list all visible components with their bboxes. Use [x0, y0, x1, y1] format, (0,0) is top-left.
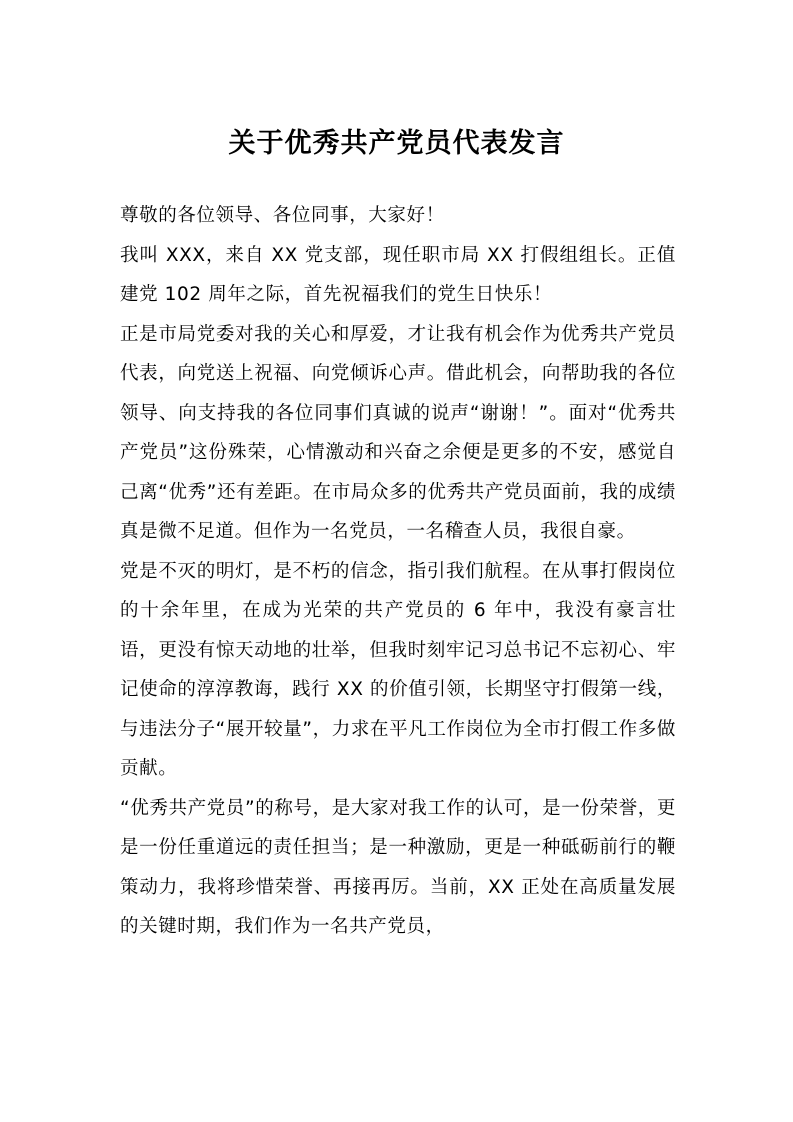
- paragraph-greeting: 尊敬的各位领导、各位同事，大家好！: [120, 205, 445, 226]
- paragraph-introduction: 我叫 XXX，来自 XX 党支部，现任职市局 XX 打假组组长。正值建党 102 周年之际，首先祝福我们的党生日快乐！: [120, 244, 676, 305]
- document-title: 关于优秀共产党员代表发言: [228, 128, 565, 159]
- paragraph-gratitude: 正是市局党委对我的关心和厚爱，才让我有机会作为优秀共产党员代表，向党送上祝福、向党倾诉心声。借此机会，向帮助我的各位领导、向支持我的各位同事们真诚的说声“谢谢！”。面对“优秀共产党员”这份殊荣，心情激动和兴奋之余便是更多的不安，感觉自己离“优秀”还有差距。在市局众多的优秀共产党员面前，我的成绩真是微不足道。但作为一名党员，一名稽查人员，我很自豪。: [120, 323, 676, 542]
- document-body: [120, 196, 676, 947]
- paragraph-work: 党是不灭的明灯，是不朽的信念，指引我们航程。在从事打假岗位的十余年里，在成为光荣的共产党员的 6 年中，我没有豪言壮语，更没有惊天动地的壮举，但我时刻牢记习总书记不忘初心、牢记使命的淳淳教诲，践行 XX 的价值引领，长期坚守打假第一线，与违法分子“展开较量”，力求在平凡工作岗位为全市打假工作多做贡献。: [120, 560, 676, 779]
- paragraph-honor: “优秀共产党员”的称号，是大家对我工作的认可，是一份荣誉，更是一份任重道远的责任担当；是一种激励，更是一种砥砺前行的鞭策动力，我将珍惜荣誉、再接再厉。当前，XX 正处在高质量发展的关键时期，我们作为一名共产党员，: [120, 797, 676, 937]
